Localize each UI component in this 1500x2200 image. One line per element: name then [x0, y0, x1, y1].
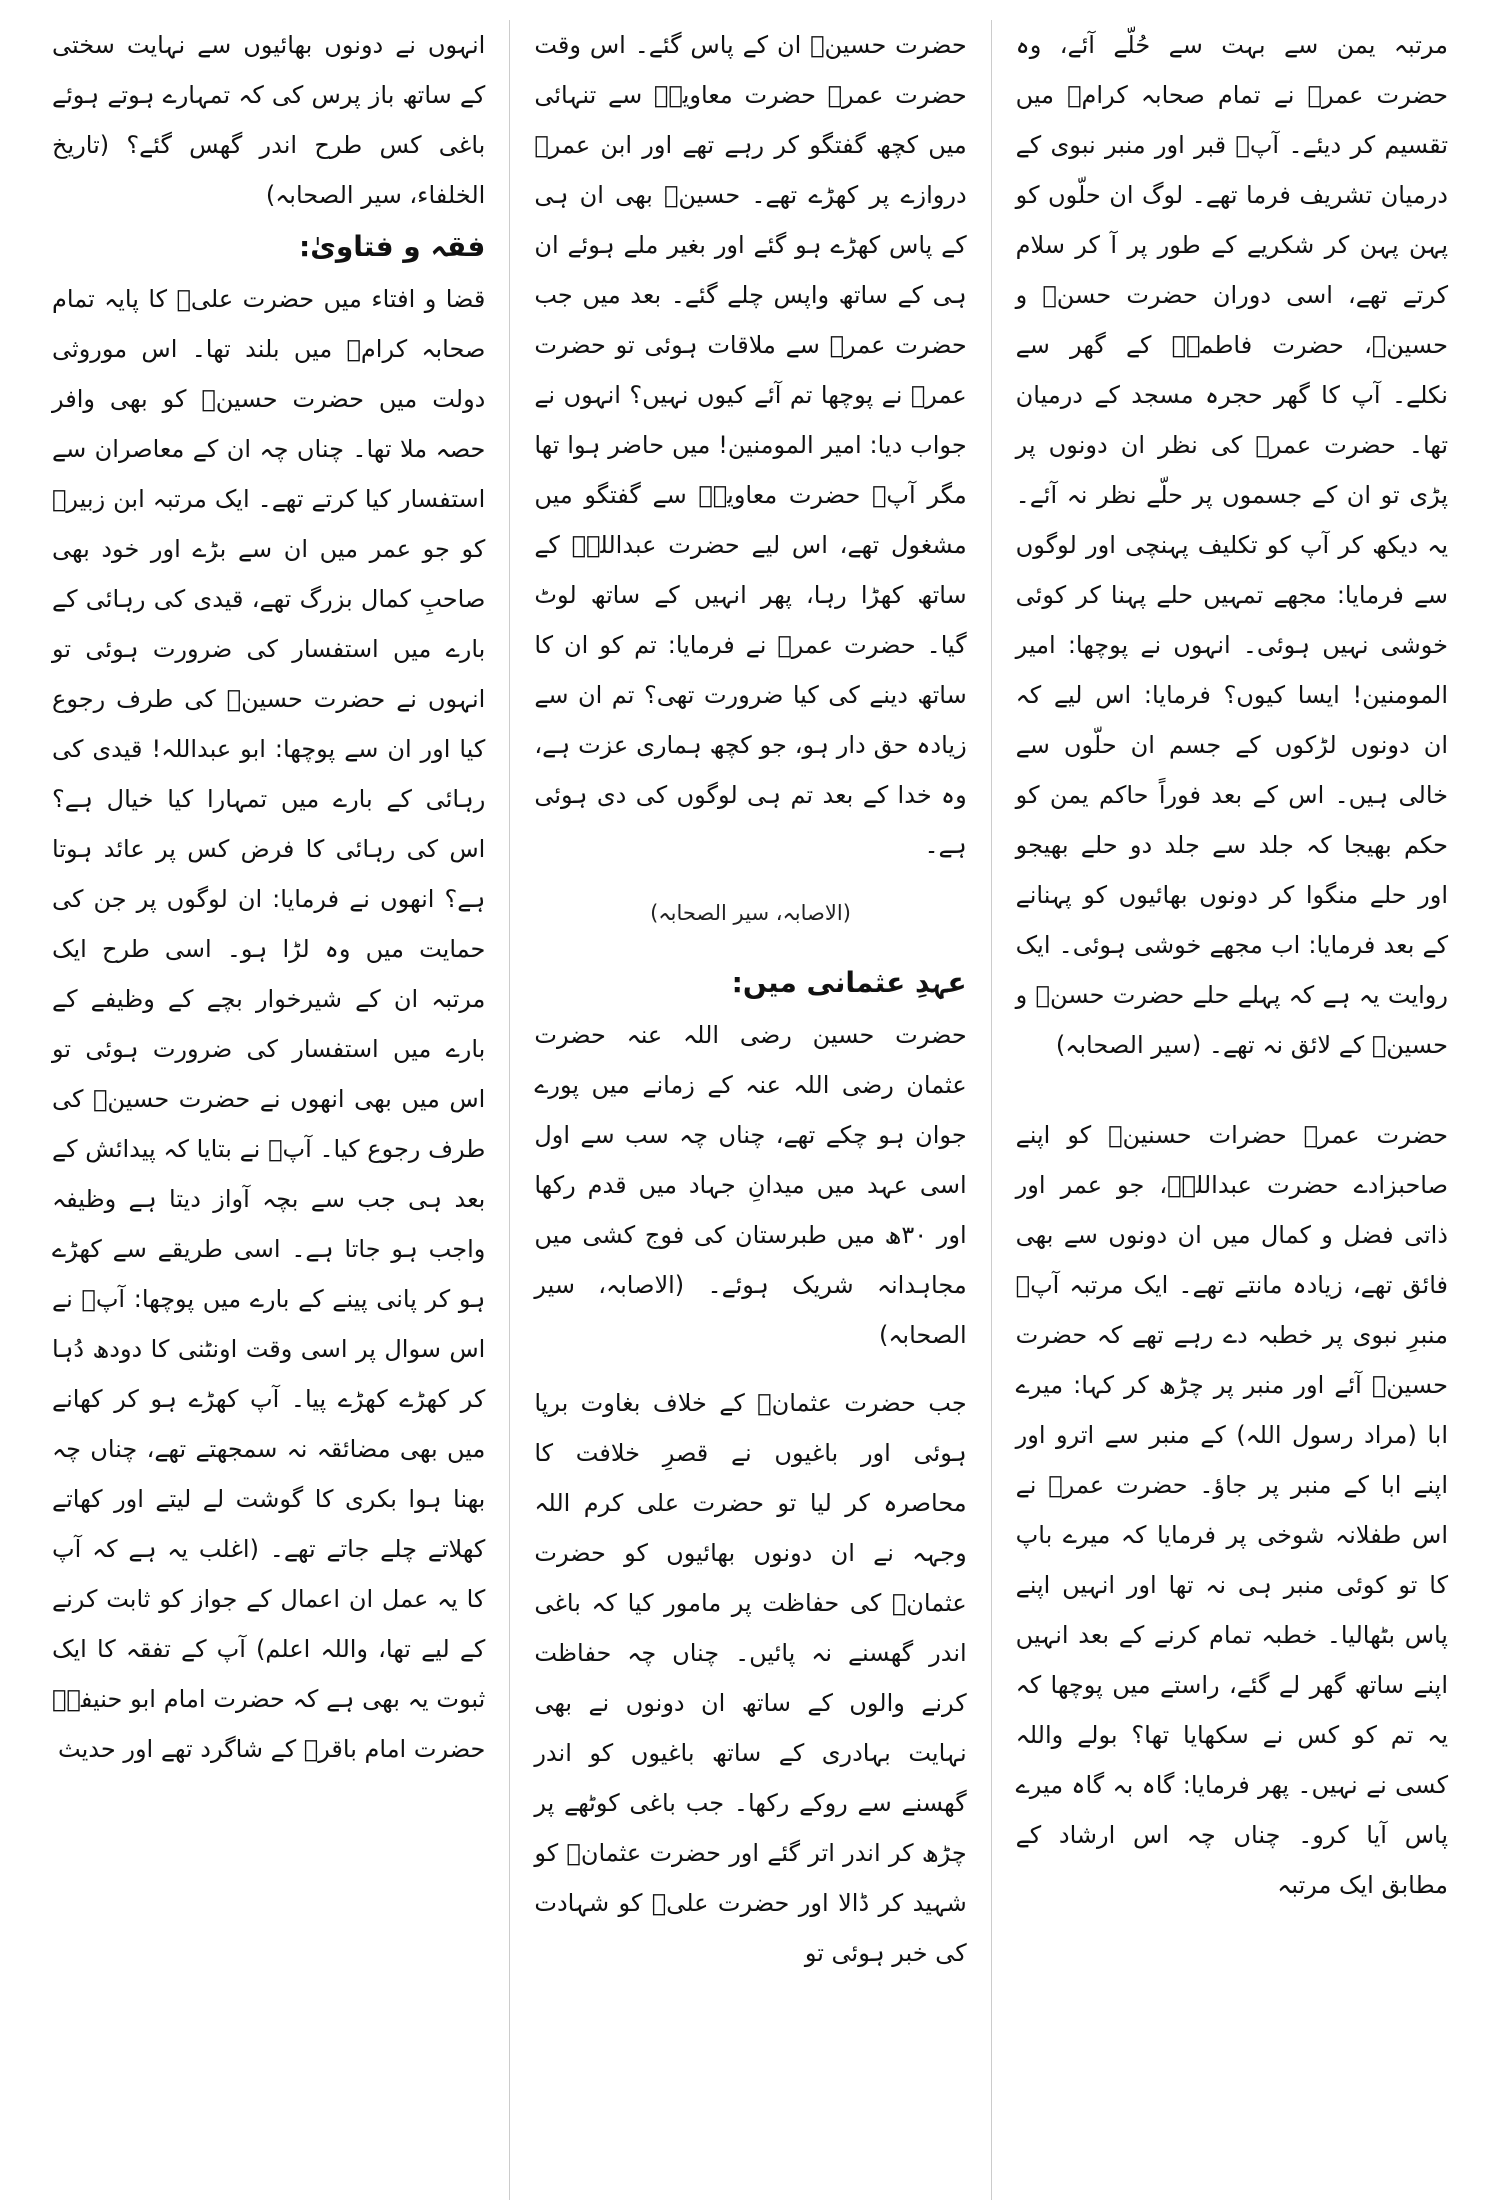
column-left [28, 20, 509, 2200]
paragraph: مرتبہ یمن سے بہت سے حُلّے آئے، وہ حضرت عمرؓ نے تمام صحابہ کرامؓ میں تقسیم کر دیئے۔ آپؓ قبر اور منبر نبوی کے درمیان تشریف فرما تھے۔ لوگ ان حلّوں کو پہن پہن کر شکریے کے طور پر آ کر سلام کرتے تھے، اسی دوران حضرت حسنؓ و حسینؓ، حضرت فاطمہؓ کے گھر سے نکلے۔ آپ کا گھر حجرہ مسجد کے درمیان تھا۔ حضرت عمرؓ کی نظر ان دونوں پر پڑی تو ان کے جسموں پر حلّے نظر نہ آئے۔ یہ دیکھ کر آپ کو تکلیف پہنچی اور لوگوں سے فرمایا: مجھے تمہیں حلے پہنا کر کوئی خوشی نہیں ہوئی۔ انہوں نے پوچھا: امیر المومنین! ایسا کیوں؟ فرمایا: اس لیے کہ ان دونوں لڑکوں کے جسم ان حلّوں سے خالی ہیں۔ اس کے بعد فوراً حاکم یمن کو حکم بھیجا کہ جلد سے جلد دو حلے بھیجو اور حلے منگوا کر دونوں بھائیوں کو پہنانے کے بعد فرمایا: اب مجھے خوشی ہوئی۔ ایک روایت یہ ہے کہ پہلے حلے حضرت حسنؓ و حسینؓ کے لائق نہ تھے۔ (سیر الصحابہ) [1015, 31, 1448, 1059]
column-middle [509, 20, 990, 2200]
paragraph: انہوں نے دونوں بھائیوں سے نہایت سختی کے ساتھ باز پرس کی کہ تمہارے ہوتے ہوئے باغی کس طرح اندر گھس گئے؟ (تاریخ الخلفاء، سیر الصحابہ) [52, 31, 486, 209]
paragraph: حضرت عمرؓ حضرات حسنینؓ کو اپنے صاحبزادے حضرت عبداللہؓ، جو عمر اور ذاتی فضل و کمال میں ان دونوں سے بھی فائق تھے، زیادہ مانتے تھے۔ ایک مرتبہ آپؓ منبرِ نبوی پر خطبہ دے رہے تھے کہ حضرت حسینؓ آئے اور منبر پر چڑھ کر کہا: میرے ابا (مراد رسول اللہ) کے منبر سے اترو اور اپنے ابا کے منبر پر جاؤ۔ حضرت عمرؓ نے اس طفلانہ شوخی پر فرمایا کہ میرے باپ کا تو کوئی منبر ہی نہ تھا اور انہیں اپنے پاس بٹھالیا۔ خطبہ تمام کرنے کے بعد انہیں اپنے ساتھ گھر لے گئے، راستے میں پوچھا کہ یہ تم کو کس نے سکھایا تھا؟ بولے واللہ کسی نے نہیں۔ پھر فرمایا: گاہ بہ گاہ میرے پاس آیا کرو۔ چناں چہ اس ارشاد کے مطابق ایک مرتبہ [1015, 1121, 1448, 1899]
column-right [991, 20, 1472, 2200]
paragraph: حضرت حسینؓ ان کے پاس گئے۔ اس وقت حضرت عمرؓ حضرت معاویہؓ سے تنہائی میں کچھ گفتگو کر رہے تھے اور ابن عمرؓ دروازے پر کھڑے تھے۔ حسینؓ بھی ان ہی کے پاس کھڑے ہو گئے اور بغیر ملے ہوئے ان ہی کے ساتھ واپس چلے گئے۔ بعد میں جب حضرت عمرؓ سے ملاقات ہوئی تو حضرت عمرؓ نے پوچھا تم آئے کیوں نہیں؟ انہوں نے جواب دیا: امیر المومنین! میں حاضر ہوا تھا مگر آپؓ حضرت معاویہؓ سے گفتگو میں مشغول تھے، اس لیے حضرت عبداللہؓ کے ساتھ کھڑا رہا، پھر انہیں کے ساتھ لوٹ گیا۔ حضرت عمرؓ نے فرمایا: تم کو ان کا ساتھ دینے کی کیا ضرورت تھی؟ تم ان سے زیادہ حق دار ہو، جو کچھ ہماری عزت ہے، وہ خدا کے بعد تم ہی لوگوں کی دی ہوئی ہے۔ [534, 31, 967, 859]
paragraph: حضرت حسین رضی اللہ عنہ حضرت عثمان رضی اللہ عنہ کے زمانے میں پورے جوان ہو چکے تھے، چناں چہ سب سے اول اسی عہد میں میدانِ جہاد میں قدم رکھا اور ۳۰ھ میں طبرستان کی فوج کشی میں مجاہدانہ شریک ہوئے۔ (الاصابہ، سیر الصحابہ) [534, 1021, 967, 1349]
paragraph: جب حضرت عثمانؓ کے خلاف بغاوت برپا ہوئی اور باغیوں نے قصرِ خلافت کا محاصرہ کر لیا تو حضرت علی کرم اللہ وجہہ نے ان دونوں بھائیوں کو حضرت عثمانؓ کی حفاظت پر مامور کیا کہ باغی اندر گھسنے نہ پائیں۔ چناں چہ حفاظت کرنے والوں کے ساتھ ان دونوں نے بھی نہایت بہادری کے ساتھ باغیوں کو اندر گھسنے سے روکے رکھا۔ جب باغی کوٹھے پر چڑھ کر اندر اتر گئے اور حضرت عثمانؓ کو شہید کر ڈالا اور حضرت علیؓ کو شہادت کی خبر ہوئی تو [534, 1389, 967, 1967]
paragraph: قضا و افتاء میں حضرت علیؓ کا پایہ تمام صحابہ کرامؓ میں بلند تھا۔ اس موروثی دولت میں حضرت حسینؓ کو بھی وافر حصہ ملا تھا۔ چناں چہ ان کے معاصران سے استفسار کیا کرتے تھے۔ ایک مرتبہ ابن زبیرؓ کو جو عمر میں ان سے بڑے اور خود بھی صاحبِ کمال بزرگ تھے، قیدی کی رہائی کے بارے میں استفسار کی ضرورت ہوئی تو انہوں نے حضرت حسینؓ کی طرف رجوع کیا اور ان سے پوچھا: ابو عبداللہ! قیدی کی رہائی کے بارے میں تمہارا کیا خیال ہے؟ اس کی رہائی کا فرض کس پر عائد ہوتا ہے؟ انھوں نے فرمایا: ان لوگوں پر جن کی حمایت میں وہ لڑا ہو۔ اسی طرح ایک مرتبہ ان کے شیرخوار بچے کے وظیفے کے بارے میں استفسار کی ضرورت ہوئی تو اس میں بھی انھوں نے حضرت حسینؓ کی طرف رجوع کیا۔ آپؓ نے بتایا کہ پیدائش کے بعد ہی جب سے بچہ آواز دیتا ہے وظیفہ واجب ہو جاتا ہے۔ اسی طریقے سے کھڑے ہو کر پانی پینے کے بارے میں پوچھا: آپؓ نے اس سوال پر اسی وقت اونٹنی کا دودھ دُہا کر کھڑے کھڑے پیا۔ آپ کھڑے ہو کر کھانے میں بھی مضائقہ نہ سمجھتے تھے، چناں چہ بھنا ہوا بکری کا گوشت لے لیتے اور کھاتے کھلاتے چلے جاتے تھے۔ (اغلب یہ ہے کہ آپ کا یہ عمل ان اعمال کے جواز کو ثابت کرنے کے لیے تھا، واللہ اعلم) آپ کے تفقہ کا ایک ثبوت یہ بھی ہے کہ حضرت امام ابو حنیفہؒ حضرت امام باقرؒ کے شاگرد تھے اور حدیث [52, 285, 486, 1763]
section-heading: عہدِ عثمانی میں: [731, 966, 967, 999]
section-heading: فقہ و فتاویٰ: [299, 230, 486, 263]
citation: (الاصابہ، سیر الصحابہ) [650, 901, 851, 925]
